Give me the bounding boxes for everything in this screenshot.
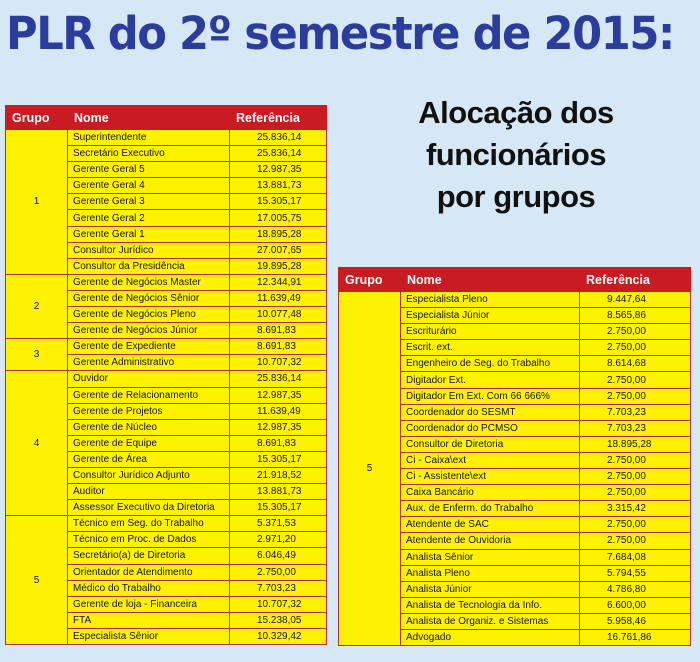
role-name: Gerente de Expediente <box>68 339 230 355</box>
reference-value: 2.750,00 <box>580 452 691 468</box>
reference-value: 12.987,35 <box>230 162 327 178</box>
reference-value: 10.077,48 <box>230 307 327 323</box>
reference-value: 7.703,23 <box>230 580 327 596</box>
table-row <box>6 130 327 146</box>
reference-value: 25.836,14 <box>230 130 327 146</box>
reference-value: 21.918,52 <box>230 467 327 483</box>
role-name: Gerente de Projetos <box>68 403 230 419</box>
role-name: Gerente de Relacionamento <box>68 387 230 403</box>
header-nome: Nome <box>401 268 580 292</box>
reference-value: 15.305,17 <box>230 500 327 516</box>
reference-value: 2.750,00 <box>580 533 691 549</box>
reference-value: 7.684,08 <box>580 549 691 565</box>
reference-value: 2.750,00 <box>580 340 691 356</box>
role-name: Gerente Administrativo <box>68 355 230 371</box>
role-name: Gerente Geral 5 <box>68 162 230 178</box>
role-name: Secretário(a) de Diretoria <box>68 548 230 564</box>
role-name: Atendente de SAC <box>401 517 580 533</box>
role-name: Orientador de Atendimento <box>68 564 230 580</box>
role-name: Analista Pleno <box>401 565 580 581</box>
reference-value: 27.007,65 <box>230 242 327 258</box>
left-allocation-table <box>5 105 327 645</box>
table-row <box>339 292 691 308</box>
reference-value: 11.639,49 <box>230 290 327 306</box>
role-name: Gerente de Negócios Master <box>68 274 230 290</box>
header-referencia: Referência <box>580 268 691 292</box>
group-number: 1 <box>6 130 68 275</box>
role-name: Gerente de Equipe <box>68 435 230 451</box>
reference-value: 16.761,86 <box>580 629 691 645</box>
subtitle <box>396 92 636 218</box>
reference-value: 19.895,28 <box>230 258 327 274</box>
reference-value: 5.794,55 <box>580 565 691 581</box>
reference-value: 2.971,20 <box>230 532 327 548</box>
reference-value: 8.691,83 <box>230 435 327 451</box>
reference-value: 2.750,00 <box>230 564 327 580</box>
role-name: Coordenador do SESMT <box>401 404 580 420</box>
group-number: 5 <box>339 292 401 646</box>
table-header-row <box>339 268 691 292</box>
reference-value: 8.691,83 <box>230 323 327 339</box>
reference-value: 18.895,28 <box>230 226 327 242</box>
role-name: Digitador Em Ext. Com 66 666% <box>401 388 580 404</box>
reference-value: 10.707,32 <box>230 596 327 612</box>
header-nome: Nome <box>68 106 230 130</box>
role-name: Consultor Jurídico <box>68 242 230 258</box>
role-name: Gerente de loja - Financeira <box>68 596 230 612</box>
role-name: Advogado <box>401 629 580 645</box>
role-name: Técnico em Proc. de Dados <box>68 532 230 548</box>
reference-value: 7.703,23 <box>580 420 691 436</box>
group-number: 3 <box>6 339 68 371</box>
group-number: 5 <box>6 516 68 645</box>
table-row <box>6 371 327 387</box>
header-grupo: Grupo <box>6 106 68 130</box>
reference-value: 17.005,75 <box>230 210 327 226</box>
reference-value: 4.786,80 <box>580 581 691 597</box>
role-name: Gerente de Negócios Pleno <box>68 307 230 323</box>
table-row <box>6 274 327 290</box>
reference-value: 5.958,46 <box>580 613 691 629</box>
role-name: Engenheiro de Seg. do Trabalho <box>401 356 580 372</box>
role-name: Especialista Sênior <box>68 628 230 644</box>
reference-value: 15.238,05 <box>230 612 327 628</box>
role-name: Escriturário <box>401 324 580 340</box>
subtitle-line-1: Alocação dos <box>418 95 614 130</box>
reference-value: 11.639,49 <box>230 403 327 419</box>
role-name: Gerente Geral 1 <box>68 226 230 242</box>
reference-value: 3.315,42 <box>580 501 691 517</box>
role-name: Ouvidor <box>68 371 230 387</box>
role-name: Ci - Caixa\ext <box>401 452 580 468</box>
role-name: Aux. de Enferm. do Trabalho <box>401 501 580 517</box>
left-table-body <box>6 130 327 645</box>
reference-value: 10.329,42 <box>230 628 327 644</box>
role-name: FTA <box>68 612 230 628</box>
role-name: Superintendente <box>68 130 230 146</box>
reference-value: 5.371,53 <box>230 516 327 532</box>
reference-value: 2.750,00 <box>580 485 691 501</box>
role-name: Gerente de Área <box>68 451 230 467</box>
role-name: Caixa Bancário <box>401 485 580 501</box>
role-name: Especialista Pleno <box>401 292 580 308</box>
role-name: Consultor de Diretoria <box>401 436 580 452</box>
reference-value: 25.836,14 <box>230 146 327 162</box>
reference-value: 2.750,00 <box>580 372 691 388</box>
role-name: Digitador Ext. <box>401 372 580 388</box>
reference-value: 8.691,83 <box>230 339 327 355</box>
reference-value: 7.703,23 <box>580 404 691 420</box>
role-name: Gerente Geral 3 <box>68 194 230 210</box>
role-name: Analista de Tecnologia da Info. <box>401 597 580 613</box>
role-name: Secretário Executivo <box>68 146 230 162</box>
header-referencia: Referência <box>230 106 327 130</box>
reference-value: 12.987,35 <box>230 419 327 435</box>
role-name: Especialista Júnior <box>401 308 580 324</box>
reference-value: 6.046,49 <box>230 548 327 564</box>
role-name: Consultor Jurídico Adjunto <box>68 467 230 483</box>
role-name: Auditor <box>68 484 230 500</box>
reference-value: 12.987,35 <box>230 387 327 403</box>
reference-value: 13.881,73 <box>230 484 327 500</box>
reference-value: 8.614,68 <box>580 356 691 372</box>
table-header-row <box>6 106 327 130</box>
reference-value: 2.750,00 <box>580 517 691 533</box>
role-name: Analista de Organiz. e Sistemas <box>401 613 580 629</box>
role-name: Consultor da Presidência <box>68 258 230 274</box>
reference-value: 2.750,00 <box>580 469 691 485</box>
reference-value: 12.344,91 <box>230 274 327 290</box>
role-name: Escrit. ext. <box>401 340 580 356</box>
reference-value: 25.836,14 <box>230 371 327 387</box>
group-number: 4 <box>6 371 68 516</box>
role-name: Técnico em Seg. do Trabalho <box>68 516 230 532</box>
group-number: 2 <box>6 274 68 338</box>
role-name: Gerente Geral 2 <box>68 210 230 226</box>
table-row <box>6 339 327 355</box>
page-title: PLR do 2º semestre de 2015: <box>6 7 674 60</box>
reference-value: 9.447,64 <box>580 292 691 308</box>
reference-value: 2.750,00 <box>580 388 691 404</box>
subtitle-line-3: por grupos <box>436 179 596 214</box>
reference-value: 13.881,73 <box>230 178 327 194</box>
role-name: Analista Júnior <box>401 581 580 597</box>
reference-value: 6.600,00 <box>580 597 691 613</box>
role-name: Gerente de Negócios Júnior <box>68 323 230 339</box>
role-name: Coordenador do PCMSO <box>401 420 580 436</box>
role-name: Ci - Assistente\ext <box>401 469 580 485</box>
right-allocation-table <box>338 267 691 646</box>
subtitle-line-2: funcionários <box>425 137 606 172</box>
reference-value: 10.707,32 <box>230 355 327 371</box>
header-grupo: Grupo <box>339 268 401 292</box>
role-name: Gerente de Núcleo <box>68 419 230 435</box>
role-name: Gerente Geral 4 <box>68 178 230 194</box>
reference-value: 18.895,28 <box>580 436 691 452</box>
role-name: Assessor Executivo da Diretoria <box>68 500 230 516</box>
role-name: Analista Sênior <box>401 549 580 565</box>
reference-value: 2.750,00 <box>580 324 691 340</box>
table-row <box>6 516 327 532</box>
role-name: Gerente de Negócios Sênior <box>68 290 230 306</box>
reference-value: 15.305,17 <box>230 194 327 210</box>
reference-value: 15.305,17 <box>230 451 327 467</box>
role-name: Médico do Trabalho <box>68 580 230 596</box>
role-name: Atendente de Ouvidoria <box>401 533 580 549</box>
right-table-body <box>339 292 691 646</box>
reference-value: 8.565,86 <box>580 308 691 324</box>
